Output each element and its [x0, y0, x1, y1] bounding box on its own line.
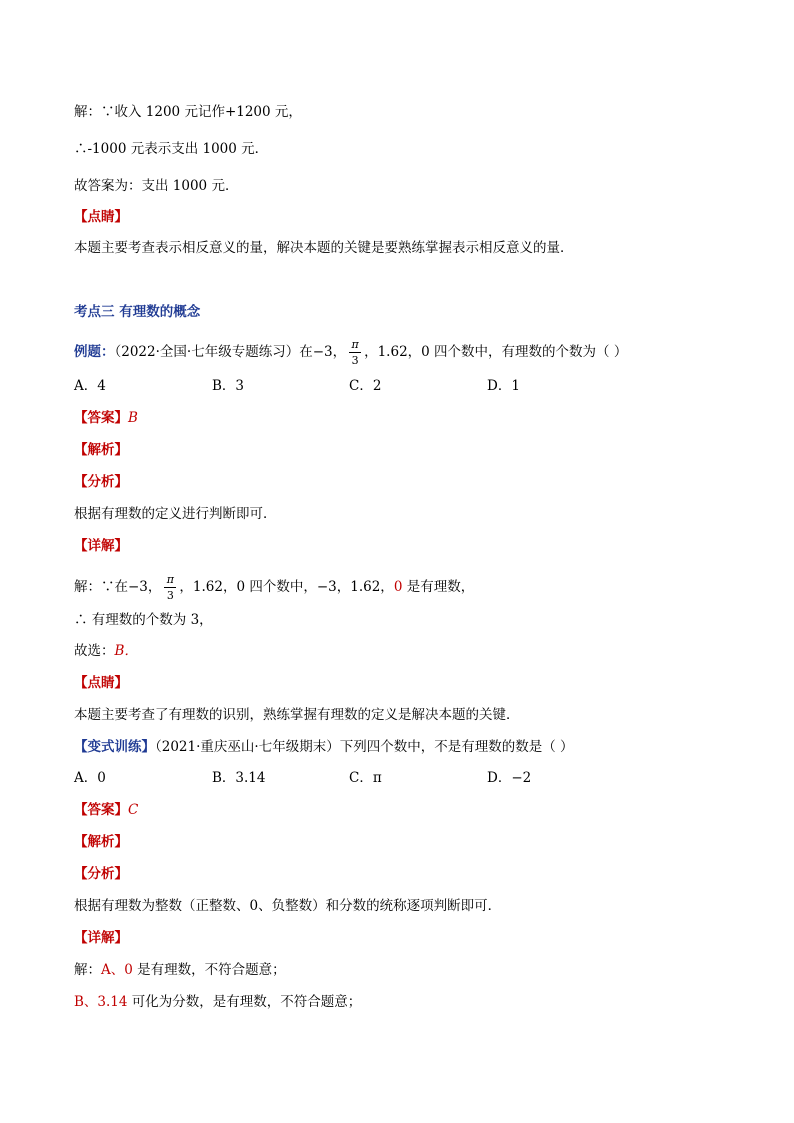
variant-option-a: A．0 [74, 770, 106, 786]
example-stem [74, 338, 627, 367]
pi-over-3-fraction [349, 338, 361, 367]
detail-b: ，1.62，0 四个数中，−3，1.62， [179, 579, 394, 595]
example-label: 例题： [74, 344, 115, 360]
solution-line-3: 故答案为：支出 1000 元． [74, 178, 239, 194]
detail-c: 是有理数， [402, 579, 475, 595]
variant-detail-line-1 [74, 960, 286, 980]
variant-detail-1a: 解： [74, 962, 101, 978]
example-comment-text: 本题主要考查了有理数的识别，熟练掌握有理数的定义是解决本题的关键． [74, 707, 520, 723]
pi-over-3-fraction-detail [164, 573, 176, 602]
variant-stem [74, 737, 573, 757]
detail-zero: 0 [393, 579, 403, 595]
example-option-c: C．2 [349, 378, 382, 394]
variant-analysis-tag: 【解析】 [74, 834, 128, 850]
example-stem-b: ，1.62，0 四个数中，有理数的个数为（ ） [364, 344, 628, 360]
example-stem-a: （2022·全国·七年级专题练习）在−3， [114, 344, 347, 360]
detail-tag: 【详解】 [74, 538, 128, 554]
fraction-numerator: π [166, 573, 175, 586]
fraction-denominator: 3 [351, 354, 359, 367]
example-option-d: D．1 [487, 378, 520, 394]
solution-line-1: 解：∵收入 1200 元记作+1200 元， [74, 104, 302, 120]
variant-fenxi-tag: 【分析】 [74, 866, 128, 882]
variant-detail-line-2 [74, 992, 361, 1012]
variant-fenxi-text: 根据有理数为整数（正整数、0、负整数）和分数的统称逐项判断即可． [74, 898, 502, 914]
answer-tag: 【答案】 [74, 410, 128, 426]
answer-value: B [128, 410, 138, 426]
variant-option-c: C．π [349, 770, 382, 786]
solution-line-2: ∴-1000 元表示支出 1000 元． [74, 141, 269, 157]
fraction-numerator: π [351, 338, 359, 351]
detail-line-1 [74, 573, 474, 602]
fraction-bar [164, 587, 176, 588]
detail-a: 解：∵在−3， [74, 579, 162, 595]
variant-stem-text: （2021·重庆巫山·七年级期末）下列四个数中，不是有理数的数是（ ） [155, 739, 574, 755]
fenxi-tag: 【分析】 [74, 474, 128, 490]
variant-answer-tag: 【答案】 [74, 802, 128, 818]
example-comment-tag: 【点睛】 [74, 675, 128, 691]
comment-tag: 【点睛】 [74, 209, 128, 225]
example-option-b: B．3 [212, 378, 245, 394]
detail-line3-a: 故选： [74, 643, 115, 659]
variant-option-d: D．−2 [487, 770, 532, 786]
detail-line-3 [74, 641, 138, 661]
fraction-denominator: 3 [166, 589, 174, 602]
section-title: 考点三 有理数的概念 [74, 304, 201, 320]
example-answer [74, 408, 138, 428]
variant-label: 【变式训练】 [74, 739, 155, 755]
variant-detail-1c: 是有理数，不符合题意； [132, 962, 286, 978]
comment-text: 本题主要考查表示相反意义的量，解决本题的关键是要熟练掌握表示相反意义的量． [74, 240, 574, 256]
variant-detail-1b: A、0 [101, 962, 133, 978]
variant-option-b: B．3.14 [212, 770, 266, 786]
example-option-a: A．4 [74, 378, 106, 394]
analysis-tag: 【解析】 [74, 442, 128, 458]
variant-detail-2a: B、3.14 [74, 994, 128, 1010]
variant-answer-value: C [128, 802, 139, 818]
fenxi-text: 根据有理数的定义进行判断即可． [74, 506, 277, 522]
variant-answer [74, 800, 138, 820]
detail-line3-b: B． [114, 643, 138, 659]
variant-detail-2b: 可化为分数，是有理数，不符合题意； [127, 994, 362, 1010]
detail-line-2: ∴ 有理数的个数为 3， [74, 612, 213, 628]
fraction-bar [349, 352, 361, 353]
variant-detail-tag: 【详解】 [74, 930, 128, 946]
